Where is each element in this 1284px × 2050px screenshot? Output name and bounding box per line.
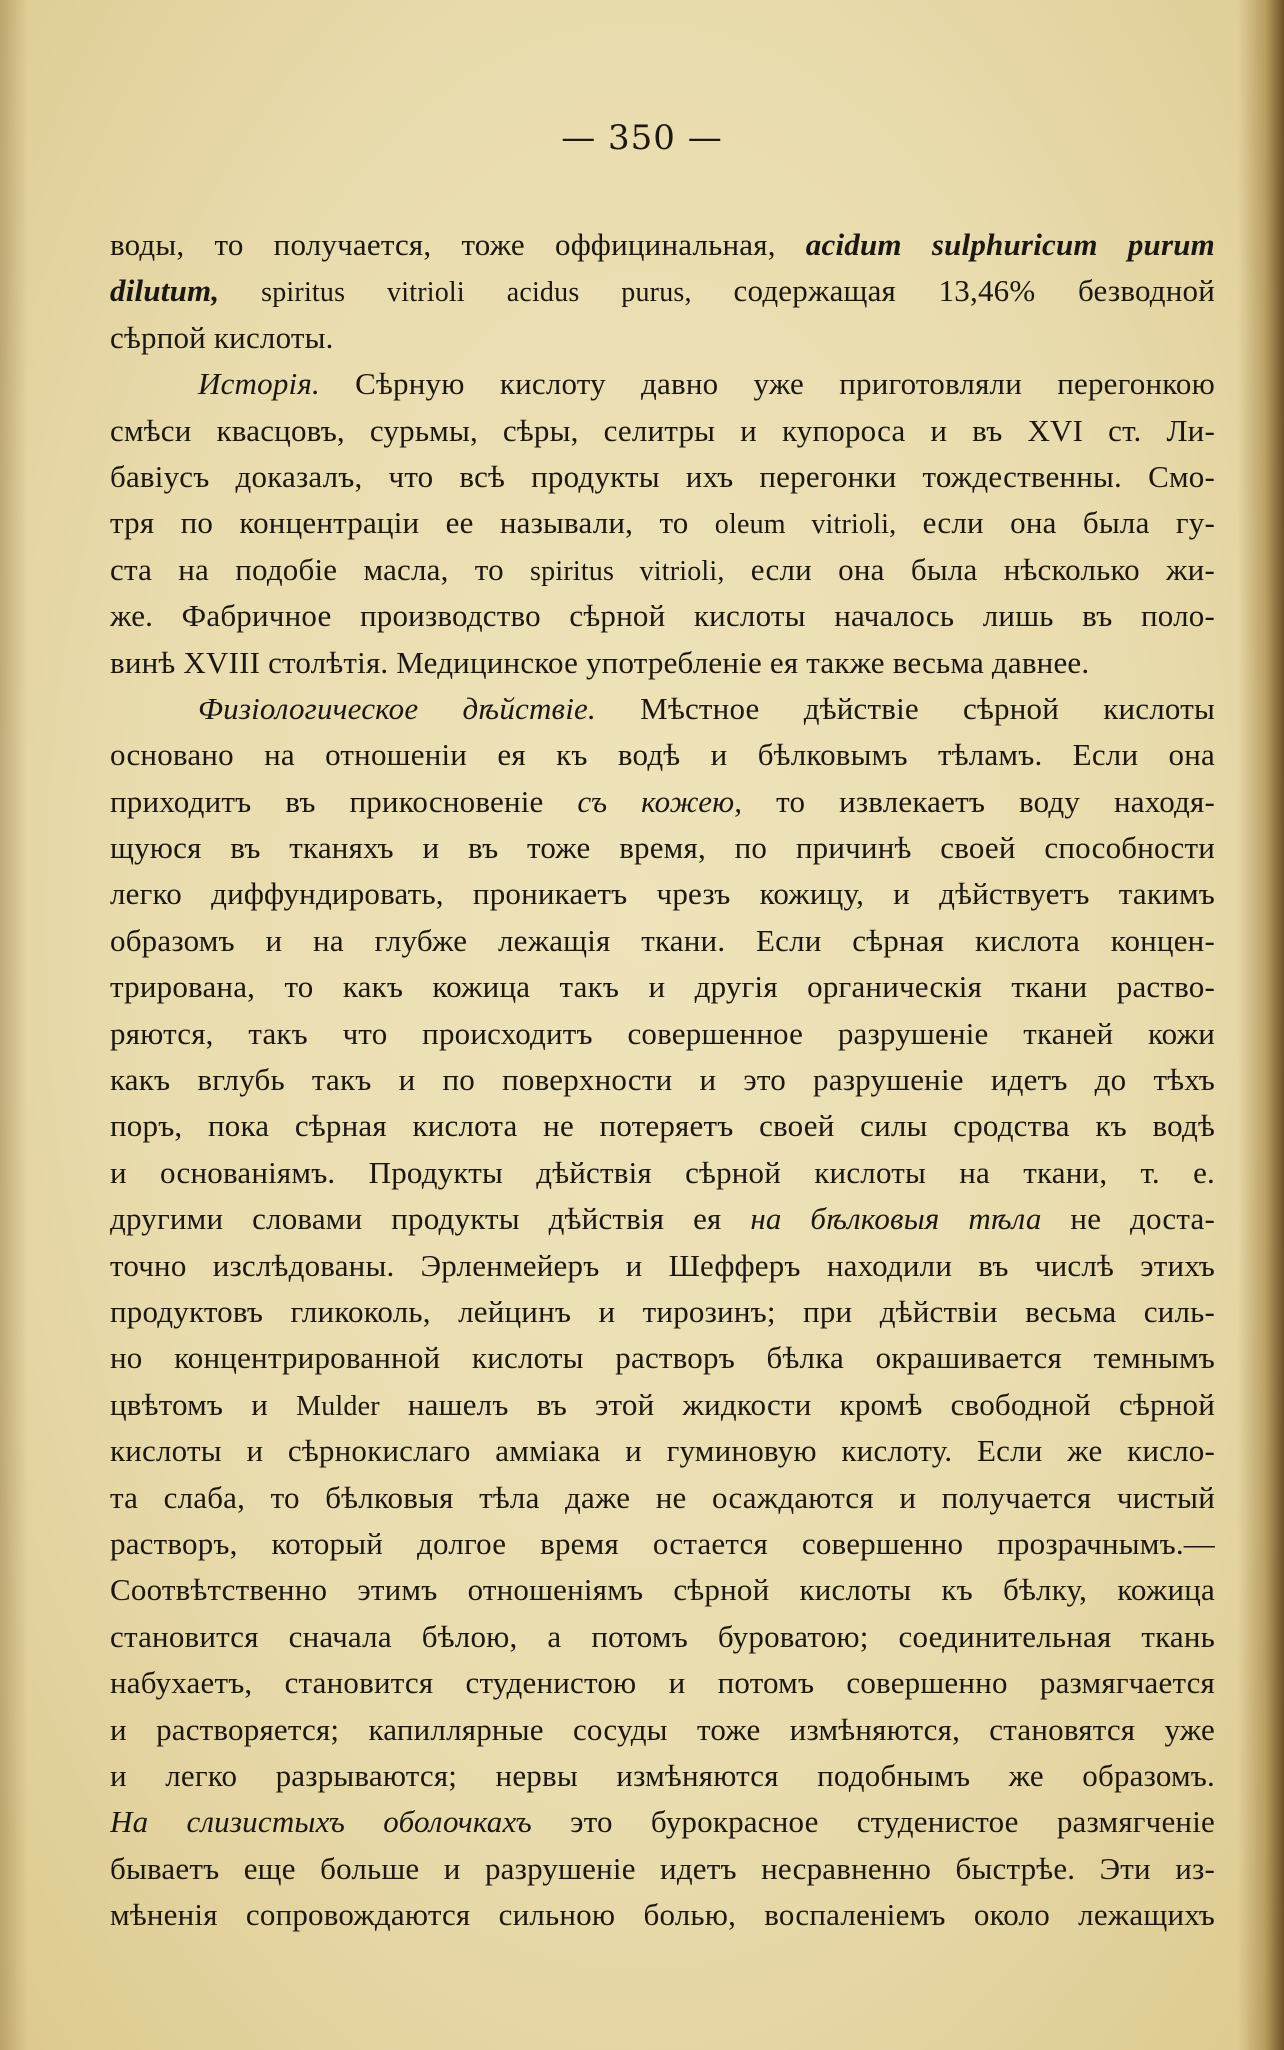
- text-run: содержащая 13,46% безводной: [733, 273, 1215, 309]
- text-line: [110, 1150, 1215, 1196]
- text-line: [110, 1799, 1215, 1845]
- text-run: бываетъ еще больше и разрушеніе идетъ несравненно быстрѣе. Эти из-: [110, 1850, 1215, 1886]
- text-line: [110, 315, 1215, 361]
- text-line: [110, 1707, 1215, 1753]
- text-run: та слаба, то бѣлковыя тѣла даже не осаждаются и получается чистый: [110, 1479, 1215, 1515]
- text-run: трирована, то какъ кожица такъ и другія органическія ткани раство-: [110, 969, 1215, 1005]
- text-run: продуктовъ гликоколь, лейцинъ и тирозинъ; при дѣйствіи весьма силь-: [110, 1293, 1215, 1329]
- text-run: винѣ XVIII столѣтія. Медицинское употребленіе ея также весьма давнее.: [110, 644, 1090, 680]
- text-run: и растворяется; капиллярные сосуды тоже измѣняются, становятся уже: [110, 1711, 1215, 1747]
- text-run: цвѣтомъ и: [110, 1386, 297, 1422]
- text-line: [110, 871, 1215, 917]
- text-run: легко диффундировать, проникаетъ чрезъ кожицу, и дѣйствуетъ такимъ: [110, 876, 1215, 912]
- text-run: бавіусъ доказалъ, что всѣ продукты ихъ перегонки тождественны. Смо-: [110, 458, 1215, 494]
- text-line: [110, 408, 1215, 454]
- text-line: [110, 825, 1215, 871]
- text-line: [110, 779, 1215, 825]
- text-run: мѣненія сопровождаются сильною болью, воспаленіемъ около лежащихъ: [110, 1897, 1215, 1933]
- text-run: не доста-: [1041, 1201, 1215, 1237]
- text-line: [110, 1660, 1215, 1706]
- text-run: если она была нѣсколько жи-: [724, 551, 1215, 587]
- text-run: тря по концентраціи ее называли, то: [110, 505, 715, 541]
- text-run: нашелъ въ этой жидкости кромѣ свободной сѣрной: [379, 1386, 1215, 1422]
- text-line: [110, 1753, 1215, 1799]
- text-run: Соотвѣтственно этимъ отношеніямъ сѣрной кислоты къ бѣлку, кожица: [110, 1572, 1215, 1608]
- text-run: и легко разрываются; нервы измѣняются подобнымъ же образомъ.: [110, 1757, 1215, 1793]
- text-line: [110, 1057, 1215, 1103]
- text-line: [110, 1567, 1215, 1613]
- text-line: [110, 547, 1215, 593]
- text-run: ряются, такъ что происходитъ совершенное разрушеніе тканей кожи: [110, 1015, 1215, 1051]
- text-line: [110, 500, 1215, 546]
- italic-term: съ кожею,: [577, 783, 743, 819]
- text-line: [110, 1892, 1215, 1938]
- text-run: воды, то получается, тоже оффицинальная,: [110, 227, 806, 262]
- text-line: [110, 1243, 1215, 1289]
- text-run: и основаніямъ. Продукты дѣйствія сѣрной кислоты на ткани, т. е.: [110, 1154, 1215, 1190]
- text-run: это бурокрасное студенистое размягченіе: [531, 1804, 1215, 1840]
- text-run: Мѣстное дѣйствіе сѣрной кислоты: [595, 690, 1215, 726]
- text-line: [110, 1614, 1215, 1660]
- text-line: [110, 268, 1215, 314]
- italic-term: на бѣлковыя тѣла: [750, 1201, 1042, 1237]
- text-line: [110, 361, 1215, 407]
- text-line: [110, 640, 1215, 686]
- text-run: щуюся въ тканяхъ и въ тоже время, по причинѣ своей способности: [110, 830, 1215, 866]
- text-run: но концентрированной кислоты растворъ бѣлка окрашивается темнымъ: [110, 1340, 1215, 1376]
- body-text: [110, 222, 1215, 1938]
- text-run: если она была гу-: [896, 505, 1215, 541]
- latin-term: oleum vitrioli,: [714, 509, 897, 541]
- text-line: [110, 222, 1215, 268]
- text-run: другими словами продукты дѣйствія ея: [110, 1201, 751, 1237]
- text-run: приходитъ въ прикосновеніе: [110, 783, 578, 819]
- text-line: [110, 454, 1215, 500]
- text-line: [110, 1521, 1215, 1567]
- text-run: набухаетъ, становится студенистою и потомъ совершенно размягчается: [110, 1665, 1215, 1701]
- text-line: [110, 918, 1215, 964]
- page-right-edge-shadow: [1238, 0, 1284, 2050]
- text-run: основано на отношеніи ея къ водѣ и бѣлковымъ тѣламъ. Если она: [110, 737, 1215, 773]
- text-run: какъ вглубь такъ и по поверхности и это разрушеніе идетъ до тѣхъ: [110, 1062, 1215, 1098]
- text-run: ста на подобіе масла, то: [110, 551, 531, 587]
- text-line: [110, 1335, 1215, 1381]
- text-run: кислоты и сѣрнокислаго амміака и гуминовую кислоту. Если же кисло-: [110, 1433, 1215, 1469]
- text-line: [110, 1428, 1215, 1474]
- latin-term: acidum sulphuricum purum: [805, 227, 1215, 262]
- text-line: [110, 1103, 1215, 1149]
- page-left-shadow: [0, 0, 28, 2050]
- latin-term: spiritus vitrioli acidus purus,: [219, 277, 734, 309]
- text-run: смѣси квасцовъ, сурьмы, сѣры, селитры и купороса и въ XVI ст. Ли-: [110, 412, 1215, 448]
- text-run: становится сначала бѣлою, а потомъ буроватою; соединительная ткань: [110, 1618, 1215, 1654]
- text-line: [110, 1011, 1215, 1057]
- text-run: растворъ, который долгое время остается совершенно прозрачнымъ.—: [110, 1525, 1215, 1561]
- text-run: точно изслѣдованы. Эрленмейеръ и Шефферъ находили въ числѣ этихъ: [110, 1247, 1215, 1283]
- text-run: сѣрпой кислоты.: [110, 319, 334, 355]
- text-line: [110, 1196, 1215, 1242]
- text-line: [110, 1289, 1215, 1335]
- text-line: [110, 686, 1215, 732]
- text-run: Сѣрную кислоту давно уже приготовляли перегонкою: [319, 366, 1215, 402]
- latin-term: Mulder: [296, 1390, 380, 1422]
- latin-term: spiritus vitrioli,: [530, 555, 725, 587]
- text-line: [110, 1846, 1215, 1892]
- text-run: то извлекаетъ воду находя-: [742, 783, 1215, 819]
- latin-term: dilutum,: [110, 273, 220, 309]
- text-run: образомъ и на глубже лежащія ткани. Если сѣрная кислота концен-: [110, 922, 1215, 958]
- text-line: [110, 1475, 1215, 1521]
- text-run: поръ, пока сѣрная кислота не потеряетъ своей силы сродства къ водѣ: [110, 1108, 1215, 1144]
- italic-term: Физіологическое дѣйствіе.: [198, 690, 596, 726]
- page-number: — 350 —: [561, 118, 723, 158]
- text-run: же. Фабричное производство сѣрной кислоты началось лишь въ поло-: [110, 598, 1215, 634]
- italic-term: Исторія.: [198, 366, 320, 402]
- text-line: [110, 593, 1215, 639]
- text-line: [110, 964, 1215, 1010]
- text-line: [110, 732, 1215, 778]
- text-line: [110, 1382, 1215, 1428]
- italic-term: На слизистыхъ оболочкахъ: [110, 1804, 532, 1840]
